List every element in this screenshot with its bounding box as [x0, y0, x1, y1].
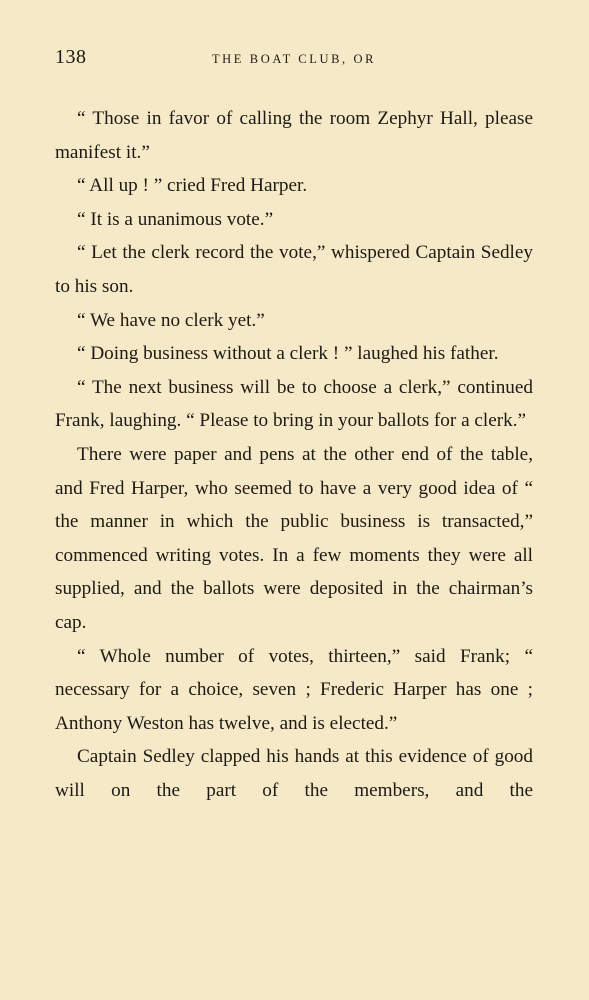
- page-number: 138: [55, 46, 87, 68]
- paragraph: “ Doing business without a clerk ! ” laughed his father.: [77, 343, 499, 365]
- paragraph: “ It is a unanimous vote.”: [77, 208, 274, 230]
- paragraph: Captain Sedley clapped his hands at this evidence of good will on the part of the members, and the: [55, 746, 533, 801]
- paragraph: “ We have no clerk yet.”: [77, 309, 265, 331]
- running-head: THE BOAT CLUB, OR: [211, 52, 377, 66]
- page-header: [55, 46, 533, 76]
- paragraph: “ Those in favor of calling the room Zephyr Hall, please manifest it.”: [55, 108, 533, 163]
- paragraph: “ Whole number of votes, thirteen,” said Frank; “ necessary for a choice, seven ; Frederic Harper has one ; Anthony Weston has twelve, and is elected.”: [55, 645, 533, 734]
- paragraph: “ The next business will be to choose a clerk,” continued Frank, laughing. “ Please to bring in your ballots for a clerk.”: [55, 376, 533, 432]
- paragraph: There were paper and pens at the other end of the table, and Fred Harper, who seemed to have a very good idea of “ the manner in which the public business is transacted,” commenced writing votes. In a few moments they were all supplied, and the ballots were deposited in the chairman’s cap.: [55, 443, 533, 633]
- body-text: [55, 102, 533, 807]
- paragraph: “ All up ! ” cried Fred Harper.: [77, 175, 308, 197]
- paragraph: “ Let the clerk record the vote,” whispered Captain Sedley to his son.: [55, 242, 533, 297]
